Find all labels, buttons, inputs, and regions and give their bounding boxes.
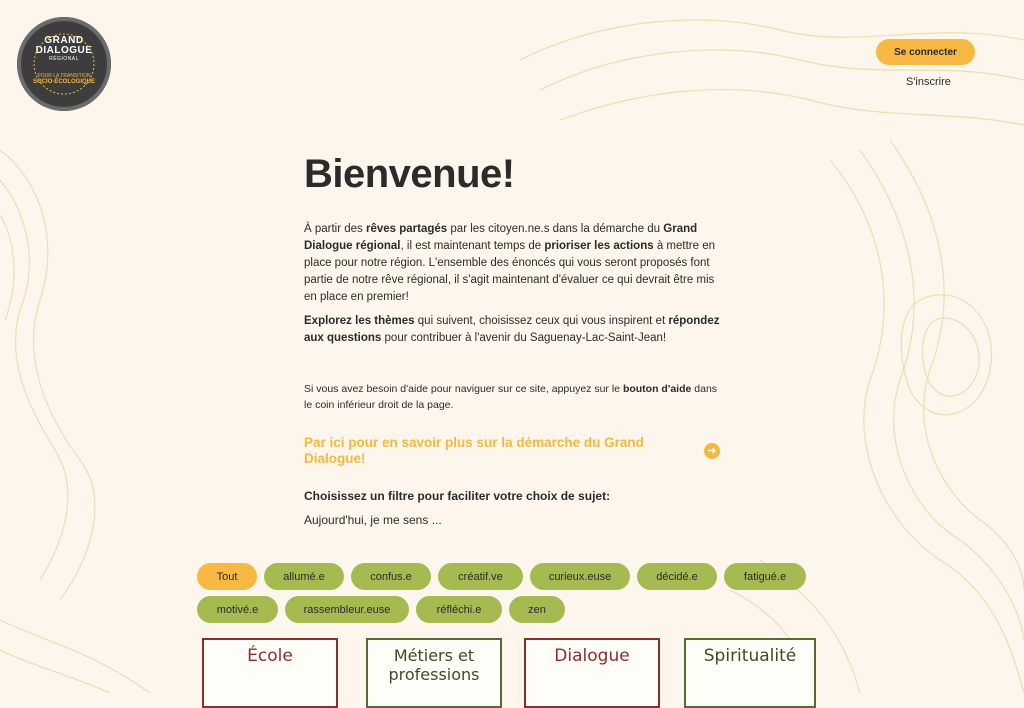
text: , il est maintenant temps de bbox=[400, 240, 545, 252]
card-label: École bbox=[247, 646, 293, 666]
filter-chip-decide[interactable]: décidé.e bbox=[637, 563, 717, 590]
bold-text: répondez aux questions bbox=[304, 315, 720, 344]
filter-chip-fatigue[interactable]: fatigué.e bbox=[724, 563, 806, 590]
text: à mettre en place pour notre région. L'ensemble des énoncés qui vous seront proposés font partie de notre rêve régional, il s'agit maintenant d'évaluer ce qui devrait être mis en place en premier! bbox=[304, 240, 715, 303]
intro-paragraph-2 bbox=[304, 313, 724, 347]
learn-more-link[interactable]: Par ici pour en savoir plus sur la démarche du Grand Dialogue! bbox=[304, 435, 644, 466]
bold-text: prioriser les actions bbox=[544, 240, 654, 252]
text: pour contribuer à l'avenir du Saguenay-Lac-Saint-Jean! bbox=[381, 332, 667, 344]
theme-card-ecole[interactable] bbox=[202, 638, 338, 708]
arrow-right-circle-icon[interactable]: ➜ bbox=[704, 443, 720, 459]
filter-chip-curieux[interactable]: curieux.euse bbox=[530, 563, 630, 590]
bold-text: Explorez les thèmes bbox=[304, 315, 415, 327]
help-paragraph bbox=[304, 381, 724, 413]
theme-card-spiritualite[interactable] bbox=[684, 638, 816, 708]
logo-line-2: DIALOGUE bbox=[35, 45, 93, 56]
text: qui suivent, choisissez ceux qui vous inspirent et bbox=[414, 315, 669, 327]
text: dans le coin inférieur droit de la page. bbox=[304, 383, 718, 411]
logo-line-5: SOCIO-ÉCOLOGIQUE bbox=[32, 79, 95, 85]
card-label: Spiritualité bbox=[703, 646, 797, 666]
logo-ring-icon bbox=[31, 31, 97, 97]
filter-chip-confus[interactable]: confus.e bbox=[351, 563, 431, 590]
filter-chip-motive[interactable]: motivé.e bbox=[197, 596, 278, 623]
filter-chip-rassembleur[interactable]: rassembleur.euse bbox=[285, 596, 409, 623]
filter-label: Choisissez un filtre pour faciliter votre choix de sujet: bbox=[304, 489, 611, 503]
login-button[interactable]: Se connecter bbox=[876, 39, 975, 65]
logo-line-1: GRAND bbox=[44, 35, 84, 46]
filter-chip-zen[interactable]: zen bbox=[509, 596, 565, 623]
logo-line-3: RÉGIONAL bbox=[49, 56, 79, 62]
signup-link[interactable]: S'inscrire bbox=[906, 76, 951, 88]
logo-line-4: POUR LA TRANSITION bbox=[37, 73, 91, 79]
theme-card-metiers[interactable] bbox=[366, 638, 502, 708]
grand-dialogue-logo[interactable] bbox=[17, 17, 111, 111]
feeling-label: Aujourd'hui, je me sens ... bbox=[304, 513, 442, 527]
theme-card-dialogue[interactable] bbox=[524, 638, 660, 708]
bold-text: bouton d'aide bbox=[622, 383, 692, 395]
intro-paragraph-1 bbox=[304, 221, 724, 306]
card-label: Dialogue bbox=[554, 646, 630, 666]
text: À partir des bbox=[304, 223, 366, 235]
filter-chip-tout[interactable]: Tout bbox=[197, 563, 257, 590]
text: par les citoyen.ne.s dans la démarche du bbox=[447, 223, 664, 235]
bold-text: rêves partagés bbox=[366, 223, 448, 235]
bold-text: Grand Dialogue régional bbox=[304, 223, 698, 252]
card-label: Métiers et professions bbox=[388, 646, 480, 684]
filter-chip-reflechi[interactable]: réfléchi.e bbox=[416, 596, 502, 623]
filter-chip-creatif[interactable]: créatif.ve bbox=[438, 563, 523, 590]
page-title: Bienvenue! bbox=[304, 152, 515, 196]
text: Si vous avez besoin d'aide pour naviguer sur ce site, appuyez sur le bbox=[304, 383, 623, 395]
filter-chip-allume[interactable]: allumé.e bbox=[264, 563, 344, 590]
